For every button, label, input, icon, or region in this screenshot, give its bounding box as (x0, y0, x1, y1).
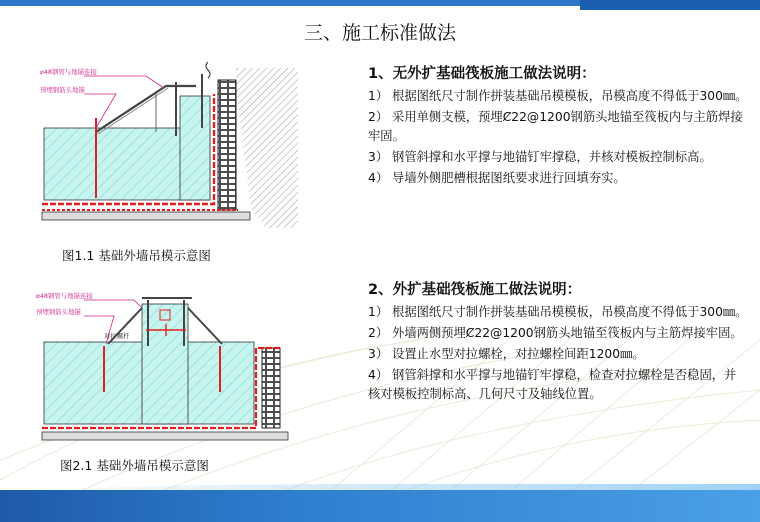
brick-wall (218, 80, 236, 210)
figure-2-diagram (34, 286, 296, 446)
page-title: 三、施工标准做法 (303, 22, 456, 44)
label-anchor-rebar: 预埋钢筋头地锚 (40, 86, 85, 94)
section-2-item: 4） 钢管斜撑和水平撑与地锚钉牢撑稳，检查对拉螺栓是否稳固，并核对模板控制标高、几何尺寸及轴线位置。 (368, 368, 737, 401)
section-1-heading: 1、无外扩基础筏板施工做法说明： (368, 66, 596, 82)
section-1-item: 3） 钢管斜撑和水平撑与地锚钉牢撑稳，并核对模板控制标高。 (368, 150, 712, 164)
label-pipe-anchor: ⌀48钢管与地锚连接 (40, 68, 97, 76)
section-2-heading: 2、外扩基础筏板施工做法说明： (368, 282, 582, 298)
section-1-item: 4） 导墙外侧肥槽根据图纸要求进行回填夯实。 (368, 171, 626, 185)
figure-1-diagram (36, 58, 298, 228)
wall-section (180, 96, 210, 200)
figure-2-caption: 图2.1 基础外墙吊模示意图 (60, 458, 209, 473)
top-right-accent-bar (580, 0, 760, 10)
cushion-layer (42, 432, 288, 440)
cushion-layer (42, 212, 250, 220)
section-1 (368, 62, 748, 190)
bottom-accent-bar (0, 490, 760, 522)
section-2-item: 1） 根据图纸尺寸制作拼装基础吊模模板，吊模高度不得低于300㎜。 (368, 305, 748, 319)
section-1-item: 2） 采用单侧支模，预埋Ȼ22@1200钢筋头地锚至筏板内与主筋焊接牢固。 (368, 110, 743, 143)
brick-wall (262, 348, 280, 428)
section-2-item: 3） 设置止水型对拉螺栓，对拉螺栓间距1200㎜。 (368, 347, 645, 361)
soil-backfill (236, 68, 298, 228)
label-tie-bolt: 对拉螺杆 (104, 332, 130, 340)
section-1-item: 1） 根据图纸尺寸制作拼装基础吊模模板，吊模高度不得低于300㎜。 (368, 89, 748, 103)
figure-1-caption: 图1.1 基础外墙吊模示意图 (62, 248, 211, 263)
label-anchor-rebar: 预埋钢筋头地锚 (36, 308, 81, 316)
section-2-item: 2） 外墙两侧预埋Ȼ22@1200钢筋头地锚至筏板内与主筋焊接牢固。 (368, 326, 743, 340)
section-2 (368, 278, 748, 406)
label-pipe-anchor: ⌀48钢管与地锚连接 (36, 292, 93, 300)
